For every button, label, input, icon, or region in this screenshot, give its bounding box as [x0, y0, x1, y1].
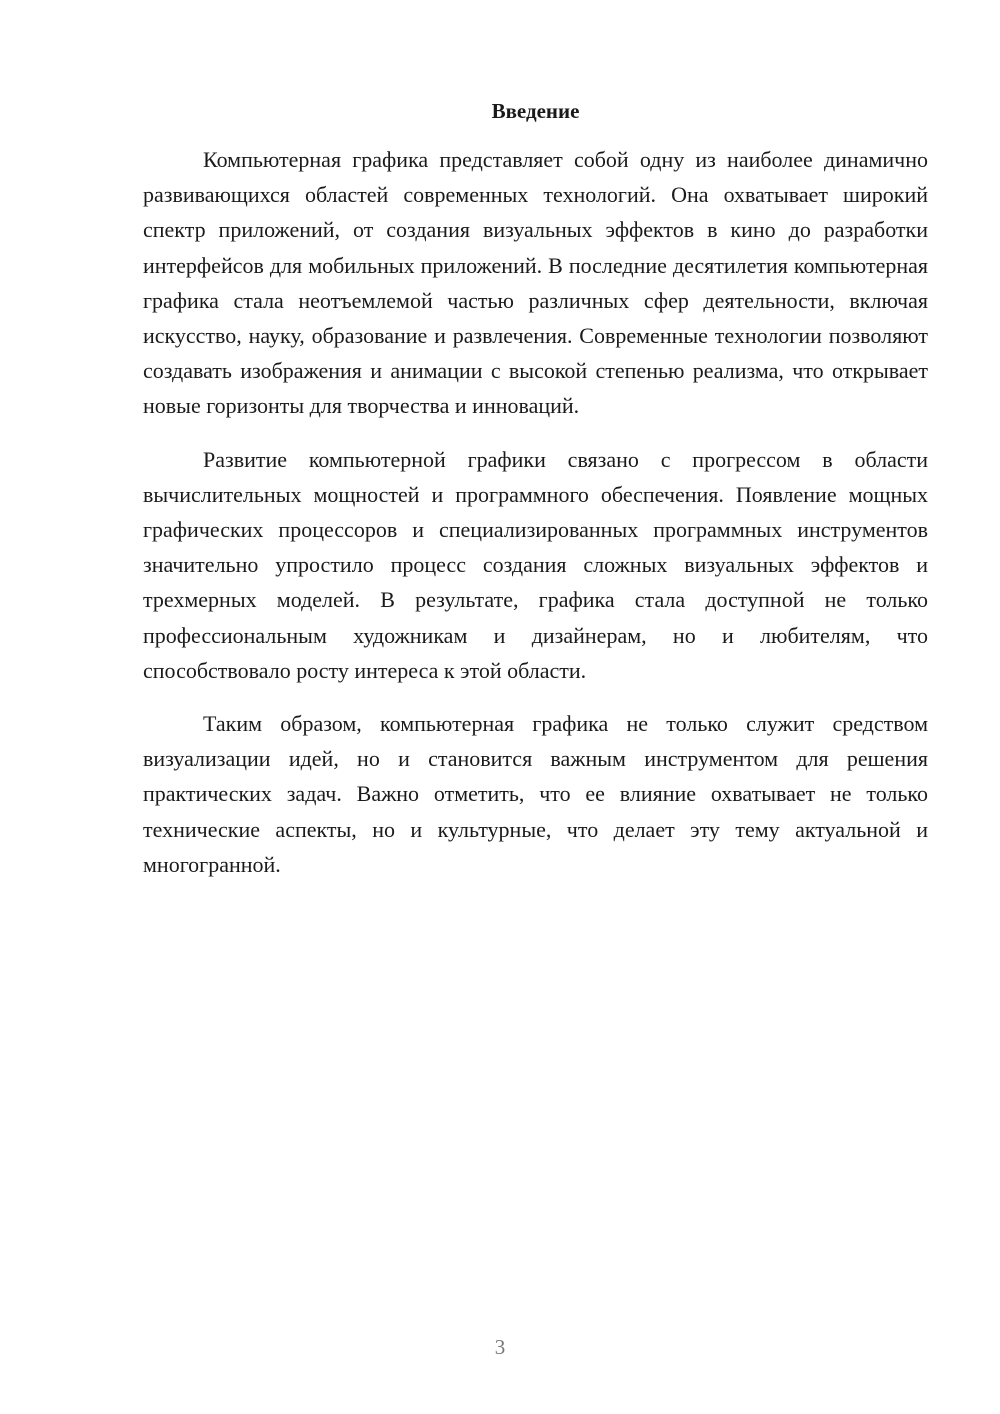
- page-number: 3: [494, 1335, 506, 1359]
- body-text: [143, 142, 928, 900]
- section-title: Введение: [491, 99, 580, 123]
- paragraph-3: Таким образом, компьютерная графика не только служит средством визуализации идей, но и становится важным инструментом для решения практических задач. Важно отметить, что ее влияние охватывает не только технические аспекты, но и культурные, что делает эту тему актуальной и многогранной.: [143, 711, 928, 877]
- paragraph-1: Компьютерная графика представляет собой одну из наиболее динамично развивающихся областей современных технологий. Она охватывает широкий спектр приложений, от создания визуальных эффектов в кино до разработки интерфейсов для мобильных приложений. В последние десятилетия компьютерная графика стала неотъемлемой частью различных сфер деятельности, включая искусство, науку, образование и развлечения. Современные технологии позволяют создавать изображения и анимации с высокой степенью реализма, что открывает новые горизонты для творчества и инноваций.: [143, 147, 928, 419]
- paragraph-2: Развитие компьютерной графики связано с прогрессом в области вычислительных мощностей и программного обеспечения. Появление мощных графических процессоров и специализированных программных инструментов значительно упростило процесс создания сложных визуальных эффектов и трехмерных моделей. В результате, графика стала доступной не только профессиональным художникам и дизайнерам, но и любителям, что способствовало росту интереса к этой области.: [143, 446, 928, 683]
